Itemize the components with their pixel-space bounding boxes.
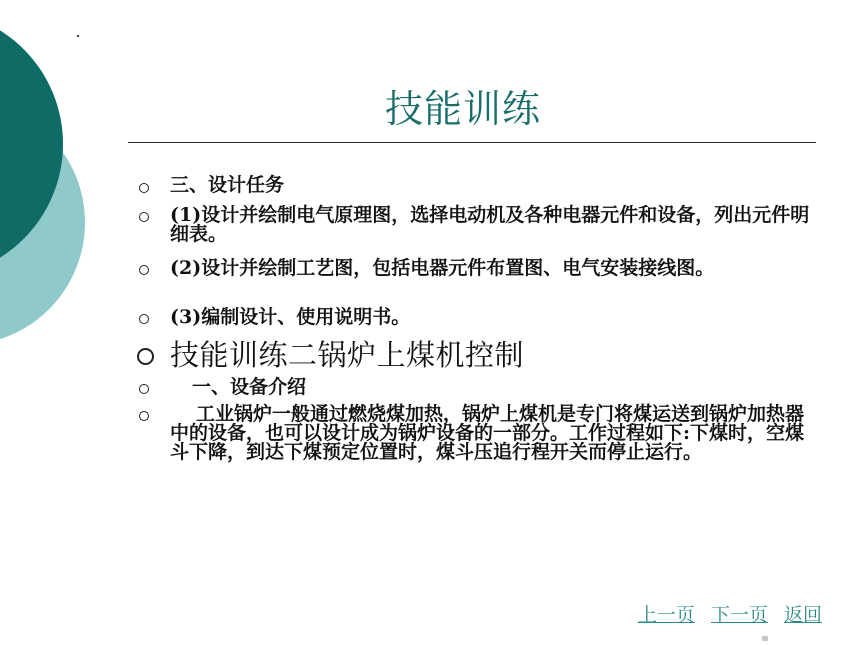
bullet-text: 技能训练二锅炉上煤机控制 (170, 338, 525, 372)
bullet-circle-icon (139, 314, 149, 324)
bullet-circle-icon (139, 183, 149, 193)
bullet-text: (3)编制设计、使用说明书。 (170, 306, 411, 328)
prev-page-link[interactable]: 上一页 (637, 604, 695, 626)
slide-navigation (628, 600, 822, 627)
bullet-text: 三、设计任务 (170, 174, 285, 196)
back-link[interactable]: 返回 (783, 604, 822, 626)
bullet-circle-icon (139, 411, 149, 421)
bullet-text: 一、设备介绍 (192, 376, 307, 398)
bullet-circle-icon (137, 348, 154, 365)
bullet-circle-icon (139, 384, 149, 394)
bullet-text: 工业锅炉一般通过燃烧煤加热，锅炉上煤机是专门将煤运送到锅炉加热器中的设备，也可以设计成为锅炉设备的一部分。工作过程如下:下煤时，空煤斗下降，到达下煤预定位置时，煤斗压追行程开关而停止运行。 (170, 403, 805, 463)
page-marker (762, 636, 768, 641)
bullet-text: (2)设计并绘制工艺图，包括电器元件布置图、电气安装接线图。 (170, 257, 715, 279)
next-page-link[interactable]: 下一页 (710, 604, 768, 626)
bullet-text: (1)设计并绘制电气原理图，选择电动机及各种电器元件和设备，列出元件明细表。 (170, 204, 810, 245)
decorative-dot (77, 35, 79, 37)
title-divider (128, 142, 816, 143)
bullet-circle-icon (139, 212, 149, 222)
slide-title: 技能训练 (385, 87, 542, 131)
bullet-circle-icon (139, 265, 149, 275)
